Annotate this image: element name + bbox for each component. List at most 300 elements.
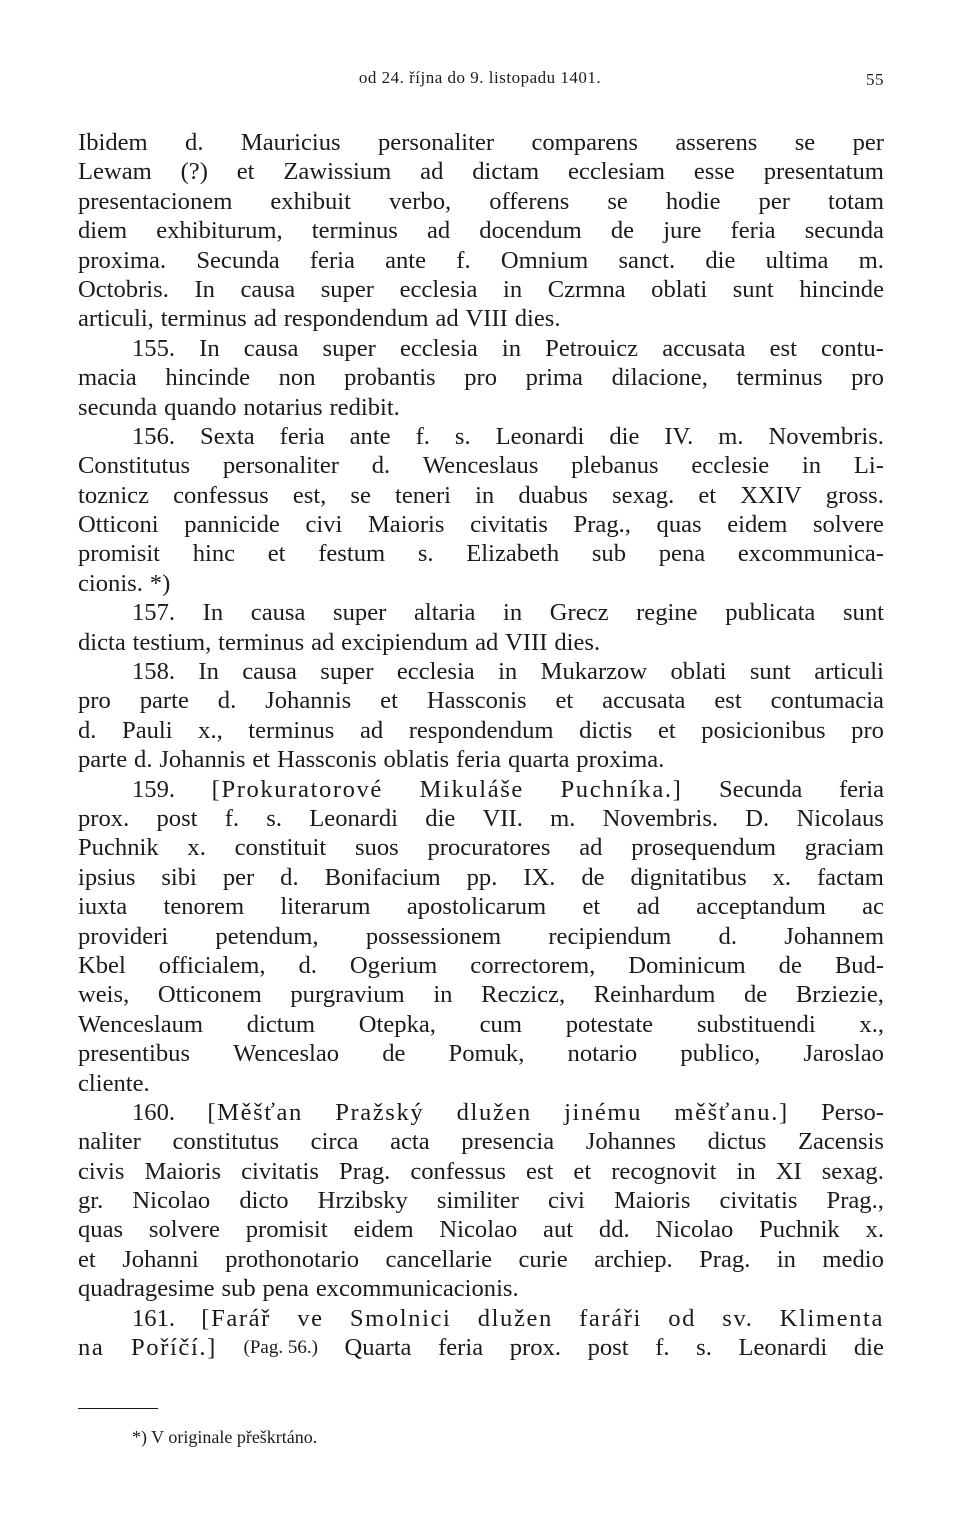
word: Novembris. xyxy=(768,422,884,450)
body-text xyxy=(78,128,884,1362)
word: ad xyxy=(636,893,660,921)
text-line xyxy=(78,422,884,451)
word: potestate xyxy=(565,1010,654,1038)
text-line xyxy=(78,1157,884,1186)
word: terminus xyxy=(311,217,398,245)
word: terminus xyxy=(248,716,335,744)
word: purgravium xyxy=(290,981,405,1009)
word: excipiendum xyxy=(341,628,469,656)
text-line xyxy=(78,980,884,1009)
word: XI xyxy=(775,1157,802,1185)
word: ecclesia xyxy=(396,658,475,686)
word: Maioris xyxy=(613,1187,691,1215)
word: promisit xyxy=(245,1216,328,1244)
text-line xyxy=(78,1010,884,1039)
footnote: *) V originale přeškrtáno. xyxy=(132,1427,318,1447)
text-line xyxy=(78,334,884,363)
word: testium, xyxy=(132,628,212,656)
word: x. xyxy=(865,1216,884,1244)
word: in xyxy=(503,599,523,627)
word: 156. xyxy=(132,422,176,450)
word: est xyxy=(714,687,742,715)
word: notarius xyxy=(243,393,323,421)
word: et xyxy=(698,481,717,509)
word: ad xyxy=(359,716,384,744)
text-line xyxy=(78,951,884,980)
word: x. xyxy=(187,834,206,862)
text-line xyxy=(78,569,884,598)
text-line xyxy=(78,1098,884,1127)
text-line xyxy=(78,128,884,157)
word: posicionibus xyxy=(701,716,826,744)
word: sunt xyxy=(842,599,884,627)
word: in xyxy=(502,275,523,303)
word: ad xyxy=(426,217,451,245)
word: ultima xyxy=(765,246,829,274)
text-line xyxy=(78,686,884,715)
word: presentibus xyxy=(78,1040,191,1068)
word: f. xyxy=(456,246,471,274)
word: feria xyxy=(456,746,502,774)
word: Zawissium xyxy=(283,158,392,186)
word: terminus xyxy=(218,628,305,656)
word: circa xyxy=(310,1128,359,1156)
word: dignitatibus xyxy=(630,863,747,891)
word: docendum xyxy=(479,217,582,245)
text-line xyxy=(78,804,884,833)
word: non xyxy=(278,364,316,392)
word: *) xyxy=(149,569,171,597)
word: et xyxy=(657,716,676,744)
word: Quarta xyxy=(344,1334,412,1362)
word: pro xyxy=(78,687,111,715)
word: Wenceslaus xyxy=(422,452,539,480)
word: presentacionem xyxy=(78,187,233,215)
word: respondendum xyxy=(408,716,554,744)
word: Perso- xyxy=(821,1098,884,1126)
word: civitatis xyxy=(470,511,548,539)
word: comparens xyxy=(531,129,638,156)
word: [Farář xyxy=(201,1304,271,1332)
word: In xyxy=(198,658,219,686)
word: ipsius xyxy=(78,863,136,891)
word: měšťanu.] xyxy=(674,1098,789,1126)
word: Jaroslao xyxy=(803,1040,884,1068)
word: Johannis xyxy=(265,687,352,715)
word: prosequendum xyxy=(631,834,777,862)
word: Secunda xyxy=(196,246,280,274)
word: dlužen xyxy=(456,1098,532,1126)
word: acceptandum xyxy=(696,893,826,921)
word: Puchnik xyxy=(759,1216,840,1244)
word: gr. xyxy=(78,1187,104,1215)
word: Johannes xyxy=(585,1128,676,1156)
word: gross. xyxy=(825,481,884,509)
text-line xyxy=(78,451,884,480)
word: In xyxy=(199,334,220,362)
word: se xyxy=(607,187,628,215)
text-line xyxy=(78,1304,884,1333)
word: IX. xyxy=(523,863,556,891)
word: medio xyxy=(822,1245,884,1273)
word: Hrzibsky xyxy=(317,1187,408,1215)
word: VII. xyxy=(482,804,523,832)
word: est, xyxy=(292,481,327,509)
word: de xyxy=(778,951,802,979)
word: in xyxy=(433,981,453,1009)
word: officialem, xyxy=(158,951,266,979)
word: Otticoni xyxy=(78,511,159,539)
word: d. xyxy=(185,129,204,156)
word: Secunda xyxy=(719,775,803,803)
word: macia xyxy=(78,364,137,392)
page-number: 55 xyxy=(866,70,884,89)
word: s. xyxy=(266,804,283,832)
word: prox. xyxy=(509,1334,561,1362)
word: jure xyxy=(663,217,702,245)
word: (?) xyxy=(180,158,208,186)
word: ecclesie xyxy=(691,452,770,480)
word: Hassconis xyxy=(276,746,377,774)
word: f. xyxy=(224,804,240,832)
word: Nicolaus xyxy=(796,804,884,832)
text-line xyxy=(78,304,884,333)
word: Wenceslao xyxy=(233,1040,340,1068)
word: Czrmna xyxy=(547,275,626,303)
word: secunda xyxy=(804,217,884,245)
word: et xyxy=(252,746,271,774)
word: presentatum xyxy=(763,158,884,186)
word: d. xyxy=(78,716,97,744)
word: dilacione, xyxy=(611,364,708,392)
word: suos xyxy=(354,834,399,862)
word: VIII xyxy=(505,628,548,656)
word: quadragesime xyxy=(78,1275,215,1303)
word: x., xyxy=(859,1010,884,1038)
word: parte xyxy=(78,746,128,774)
word: Pražský xyxy=(335,1098,425,1126)
word: aut xyxy=(543,1216,574,1244)
word: accusata xyxy=(602,687,686,715)
word: Mikuláše xyxy=(419,775,524,803)
word: super xyxy=(322,334,376,362)
word: oblati xyxy=(670,658,727,686)
word: parte xyxy=(139,687,189,715)
word: recognovit xyxy=(611,1157,717,1185)
word: dies. xyxy=(514,305,561,333)
word: per xyxy=(758,187,790,215)
word: ecclesiam xyxy=(568,158,665,186)
text-line xyxy=(78,393,884,422)
word: d. xyxy=(298,951,317,979)
word: causa xyxy=(243,334,299,362)
word: ad xyxy=(311,628,335,656)
word: d. xyxy=(280,863,299,891)
text-line xyxy=(78,745,884,774)
word: hincinde xyxy=(165,364,250,392)
word: pena xyxy=(262,1275,309,1303)
word: pena xyxy=(658,540,706,568)
word: [Prokuratorové xyxy=(211,775,383,803)
word: causa xyxy=(250,599,306,627)
word: publicata xyxy=(725,599,816,627)
word: Prag., xyxy=(573,511,631,539)
word: Leonardi xyxy=(495,422,585,450)
word: ad xyxy=(435,305,459,333)
word: Mauricius xyxy=(240,129,341,156)
word: causa xyxy=(242,658,297,686)
word: 160. xyxy=(132,1098,176,1126)
word: exhibiturum, xyxy=(156,217,283,245)
word: die xyxy=(425,804,456,832)
word: quarta xyxy=(507,746,570,774)
word: cliente. xyxy=(78,1069,150,1097)
word: 158. xyxy=(132,658,176,686)
text-line xyxy=(78,863,884,892)
word: Johannem xyxy=(784,922,884,950)
word: per xyxy=(852,129,884,156)
word: hodie xyxy=(665,187,721,215)
text-line xyxy=(78,598,884,627)
word: possessionem xyxy=(365,922,502,950)
word: XXIV xyxy=(740,481,802,509)
word: super xyxy=(320,275,374,303)
word: sanct. xyxy=(618,246,676,274)
word: sunt xyxy=(732,275,774,303)
word: d. xyxy=(217,687,237,715)
word: Prag., xyxy=(826,1187,884,1215)
word: s. xyxy=(696,1334,712,1362)
word: cionis. xyxy=(78,569,143,597)
word: ecclesia xyxy=(399,334,478,362)
text-line xyxy=(78,246,884,275)
word: Kbel xyxy=(78,951,126,979)
word: dictus xyxy=(707,1128,767,1156)
word: m. xyxy=(550,804,576,832)
word: acta xyxy=(390,1128,430,1156)
word: x., xyxy=(198,716,223,744)
word: civi xyxy=(305,511,343,539)
word: die xyxy=(705,246,736,274)
word: ante xyxy=(349,422,391,450)
word: proxima. xyxy=(576,746,665,774)
word: confessus xyxy=(410,1157,506,1185)
word: dicto xyxy=(239,1187,289,1215)
word: eidem xyxy=(727,511,788,539)
word: x. xyxy=(772,863,792,891)
word: plebanus xyxy=(571,452,659,480)
word: feria xyxy=(309,246,355,274)
word: cancellarie xyxy=(385,1245,493,1273)
word: dictis xyxy=(579,716,633,744)
word: constitutus xyxy=(172,1128,280,1156)
word: pannicide xyxy=(184,511,280,539)
word: Leonardi xyxy=(738,1334,828,1362)
word: sub xyxy=(221,1275,256,1303)
word: Nicolao xyxy=(132,1187,211,1215)
word: promisit xyxy=(78,540,160,568)
word: et xyxy=(267,540,286,568)
word: et xyxy=(573,1157,592,1185)
text-line xyxy=(78,1215,884,1244)
word: terminus xyxy=(736,364,823,392)
word: factam xyxy=(816,863,884,891)
word: Ibidem xyxy=(78,129,148,156)
word: Petrouicz xyxy=(545,334,639,362)
word: presencia xyxy=(461,1128,555,1156)
word: f. xyxy=(415,422,430,450)
word: archiep. xyxy=(594,1245,673,1273)
word: Elizabeth xyxy=(466,540,560,568)
word: personaliter xyxy=(222,452,339,480)
word: sexag. xyxy=(821,1157,884,1185)
word: pro xyxy=(851,364,884,392)
word: constituit xyxy=(234,834,327,862)
word: Novembris. xyxy=(602,804,719,832)
word: et xyxy=(380,687,398,715)
word: et xyxy=(582,893,601,921)
word: de xyxy=(610,217,635,245)
word: super xyxy=(320,658,374,686)
text-line xyxy=(78,1127,884,1156)
word: Sexta xyxy=(200,422,255,450)
text-line xyxy=(78,1245,884,1274)
word: diem xyxy=(78,217,128,245)
word: IV. xyxy=(664,422,694,450)
word: feria xyxy=(838,775,884,803)
word: Reinhardum xyxy=(593,981,716,1009)
word: et xyxy=(236,158,255,186)
word: et xyxy=(555,687,574,715)
text-line xyxy=(78,716,884,745)
word: Pauli xyxy=(122,716,173,744)
word: articuli, xyxy=(78,305,154,333)
word: solvere xyxy=(148,1216,220,1244)
word: pp. xyxy=(466,863,498,891)
word: Leonardi xyxy=(309,804,399,832)
word: ac xyxy=(862,893,884,921)
word: festum xyxy=(318,540,386,568)
word: est xyxy=(526,1157,554,1185)
word: dicta xyxy=(78,628,126,656)
word: respondendum xyxy=(283,305,429,333)
word: oblatis xyxy=(383,746,450,774)
word: Wenceslaum xyxy=(78,1010,204,1038)
word: post xyxy=(156,804,198,832)
word: solvere xyxy=(812,511,884,539)
word: Johanni xyxy=(122,1245,199,1273)
word: Otticonem xyxy=(157,981,262,1009)
word: civitatis xyxy=(719,1187,798,1215)
word: weis, xyxy=(78,981,130,1009)
word: Pomuk, xyxy=(448,1040,525,1068)
word: Bud- xyxy=(834,951,884,979)
word: super xyxy=(333,599,387,627)
word: Nicolao xyxy=(655,1216,734,1244)
word: regine xyxy=(636,599,698,627)
word: sunt xyxy=(749,658,791,686)
word: proxima. xyxy=(78,246,167,274)
word: verbo, xyxy=(389,187,452,215)
word: ve xyxy=(297,1304,324,1332)
word: secunda xyxy=(78,393,158,421)
word: cum xyxy=(479,1010,522,1038)
text-line xyxy=(78,657,884,686)
word: Otepka, xyxy=(358,1010,436,1038)
word: ad xyxy=(579,834,603,862)
word: Smolnici xyxy=(349,1304,452,1332)
word: duabus xyxy=(518,481,589,509)
word: in xyxy=(736,1157,756,1185)
word: se xyxy=(350,481,371,509)
word: Puchnik xyxy=(78,834,159,862)
word: Constitutus xyxy=(78,452,191,480)
word: teneri xyxy=(395,481,451,509)
word: s. xyxy=(417,540,434,568)
word: literarum xyxy=(280,893,371,921)
word: Poříčí.] xyxy=(131,1334,217,1362)
word: correctorem, xyxy=(470,951,596,979)
word: m. xyxy=(858,246,884,274)
footnote-rule xyxy=(78,1408,158,1409)
word: apostolicarum xyxy=(406,893,547,921)
word: personaliter xyxy=(377,129,495,156)
word: se xyxy=(794,129,816,156)
word: in xyxy=(776,1245,796,1273)
word: oblati xyxy=(651,275,708,303)
word: Nicolao xyxy=(439,1216,518,1244)
word: In xyxy=(202,599,224,627)
word: ad xyxy=(420,158,444,186)
text-line xyxy=(78,275,884,304)
word: VIII xyxy=(465,305,508,333)
text-line xyxy=(78,922,884,951)
word: de xyxy=(382,1040,406,1068)
word: excommunicacionis. xyxy=(315,1275,519,1303)
word: Prag. xyxy=(699,1245,751,1273)
word: de xyxy=(744,981,768,1009)
word: feria xyxy=(730,217,776,245)
word: quas xyxy=(656,511,702,539)
word: hinc xyxy=(192,540,236,568)
word: Omnium xyxy=(500,246,589,274)
text-line xyxy=(78,187,884,216)
word: 161. xyxy=(132,1304,176,1332)
word: Maioris xyxy=(144,1157,222,1185)
word: Brziezie, xyxy=(795,981,884,1009)
word: m. xyxy=(718,422,744,450)
word: contumacia xyxy=(770,687,884,715)
word: d. xyxy=(718,922,737,950)
word: Puchníka.] xyxy=(560,775,683,803)
word: prothonotario xyxy=(225,1245,360,1273)
word: naliter xyxy=(78,1128,141,1156)
word: Klimenta xyxy=(779,1304,884,1332)
word: pro xyxy=(851,716,884,744)
word: Prag. xyxy=(339,1157,391,1185)
text-line xyxy=(78,775,884,804)
word: contu- xyxy=(821,334,884,362)
word: terminus xyxy=(160,305,247,333)
word: petendum, xyxy=(215,922,319,950)
word: civi xyxy=(547,1187,585,1215)
word: Hassconis xyxy=(426,687,527,715)
word: tenorem xyxy=(163,893,245,921)
text-line xyxy=(78,1069,884,1098)
word: eidem xyxy=(353,1216,414,1244)
word: publico, xyxy=(680,1040,761,1068)
word: asserens xyxy=(675,129,758,156)
